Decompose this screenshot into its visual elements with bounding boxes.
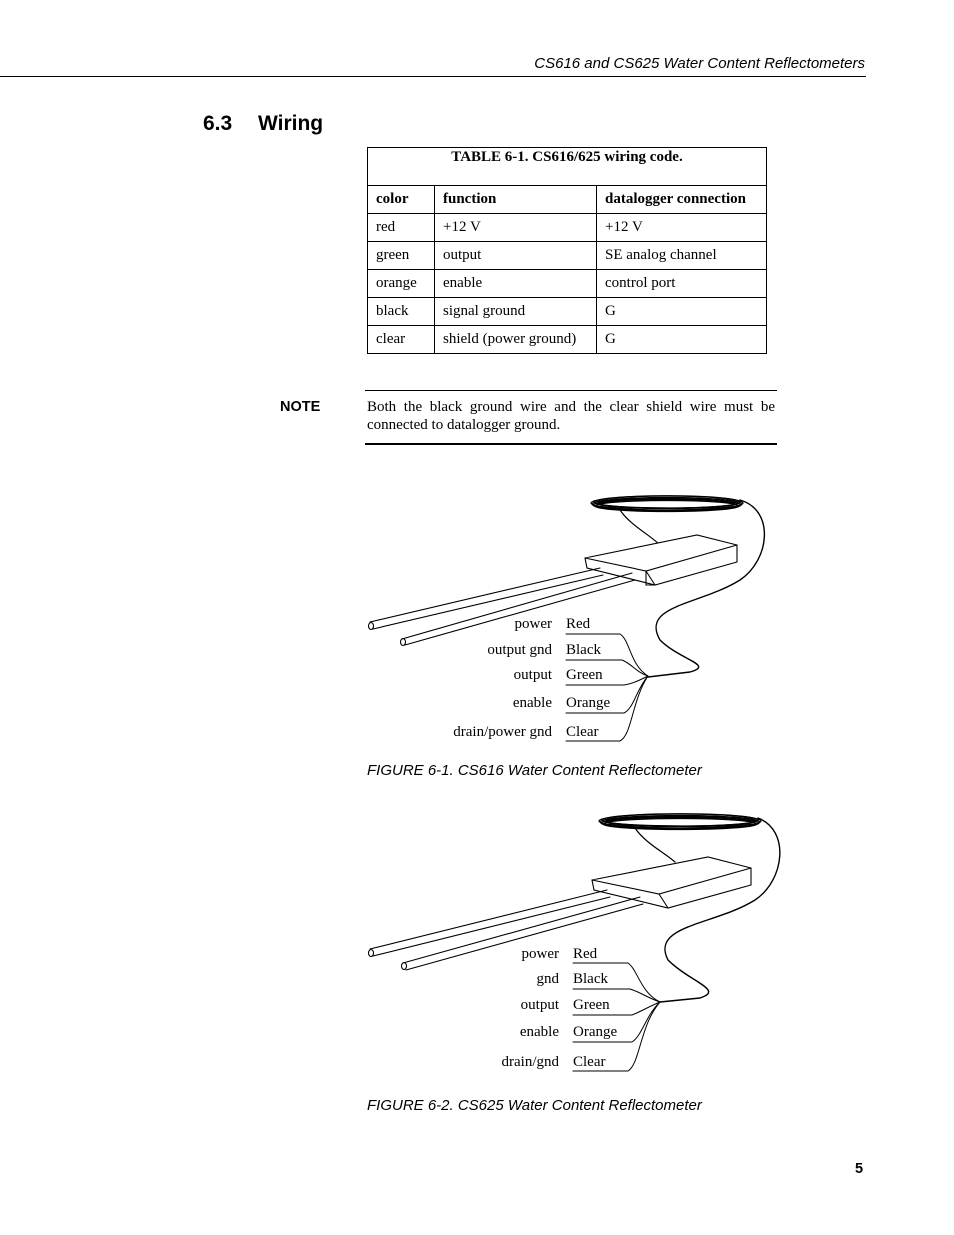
figure1-color-label: Red bbox=[566, 616, 591, 632]
cell-function: enable bbox=[435, 270, 597, 298]
probe-head bbox=[592, 857, 751, 908]
section-title: Wiring bbox=[258, 112, 324, 135]
figure2-function-label: power bbox=[521, 946, 559, 962]
cell-connection: G bbox=[597, 326, 767, 354]
cell-color: red bbox=[368, 214, 435, 242]
cell-connection: SE analog channel bbox=[597, 242, 767, 270]
probe-head bbox=[585, 535, 737, 585]
table-caption: TABLE 6-1. CS616/625 wiring code. bbox=[368, 148, 767, 186]
figure1-function-label: output gnd bbox=[487, 642, 552, 658]
figure2-color-label: Red bbox=[573, 946, 598, 962]
probe-rods bbox=[369, 890, 644, 970]
cell-connection: +12 V bbox=[597, 214, 767, 242]
cell-connection: G bbox=[597, 298, 767, 326]
figure1-function-label: power bbox=[514, 616, 552, 632]
figure2-function-label: drain/gnd bbox=[501, 1054, 559, 1070]
figure1-color-label: Black bbox=[566, 642, 601, 658]
figure2-function-label: output bbox=[520, 997, 559, 1013]
figure2-caption: FIGURE 6-2. CS625 Water Content Reflectometer bbox=[367, 1097, 702, 1114]
note-text: Both the black ground wire and the clear shield wire must be connected to datalogger ground. bbox=[367, 399, 775, 433]
figure2-color-label: Green bbox=[573, 997, 610, 1013]
cell-color: black bbox=[368, 298, 435, 326]
note-label: NOTE bbox=[280, 399, 321, 415]
figure1-color-label: Clear bbox=[566, 724, 599, 740]
figure1-function-label: drain/power gnd bbox=[453, 724, 552, 740]
cell-function: +12 V bbox=[435, 214, 597, 242]
section-number: 6.3 bbox=[203, 112, 233, 135]
column-header-function: function bbox=[435, 186, 597, 214]
figure2-function-label: gnd bbox=[536, 971, 559, 987]
cell-color: orange bbox=[368, 270, 435, 298]
figure1-color-label: Orange bbox=[566, 695, 611, 711]
figure2-color-label: Clear bbox=[573, 1054, 606, 1070]
figure1-function-label: output bbox=[513, 667, 552, 683]
figure1-color-label: Green bbox=[566, 667, 603, 683]
cable-coil bbox=[591, 496, 743, 512]
figure2-function-label: enable bbox=[519, 1024, 559, 1040]
page-number: 5 bbox=[855, 1161, 864, 1177]
figure1-caption: FIGURE 6-1. CS616 Water Content Reflectometer bbox=[367, 762, 702, 779]
cell-color: green bbox=[368, 242, 435, 270]
cell-connection: control port bbox=[597, 270, 767, 298]
cell-function: output bbox=[435, 242, 597, 270]
figure2-color-label: Orange bbox=[573, 1024, 618, 1040]
figure2-color-label: Black bbox=[573, 971, 608, 987]
column-header-connection: datalogger connection bbox=[597, 186, 767, 214]
cell-color: clear bbox=[368, 326, 435, 354]
cell-function: signal ground bbox=[435, 298, 597, 326]
cable-coil bbox=[599, 814, 761, 830]
running-header: CS616 and CS625 Water Content Reflectometers bbox=[534, 55, 865, 72]
column-header-color: color bbox=[368, 186, 435, 214]
cell-function: shield (power ground) bbox=[435, 326, 597, 354]
figure1-function-label: enable bbox=[512, 695, 552, 711]
